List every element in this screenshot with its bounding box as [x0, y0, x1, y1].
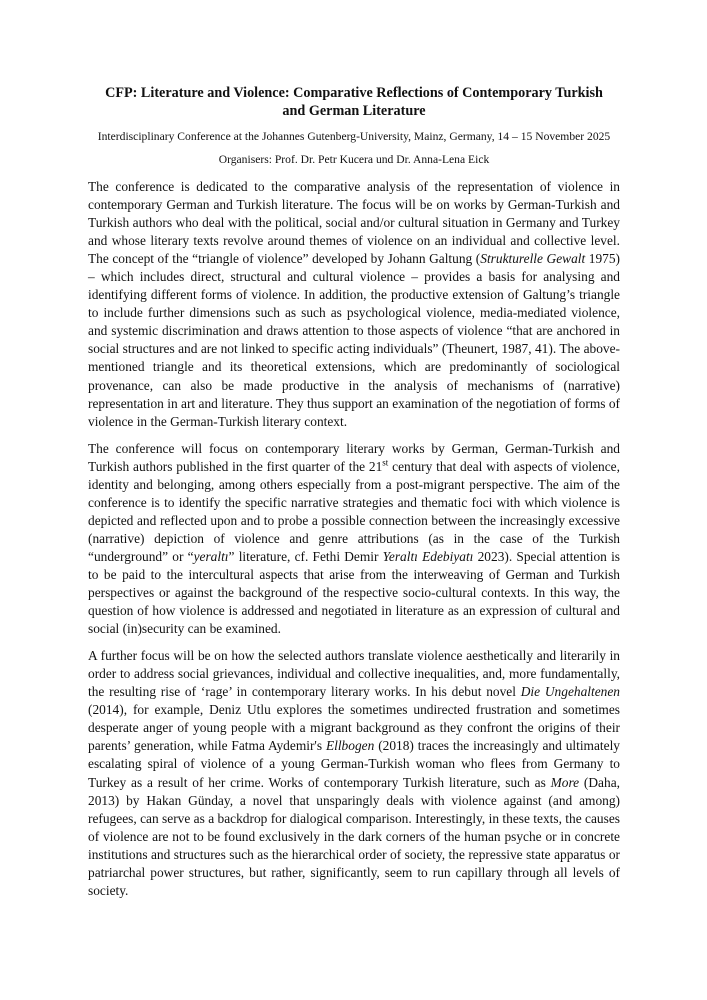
text-run: The conference is dedicated to the comparative analysis of the representation of violence in contemporary German and Turkish literature. The focus will be on works by German-Turkish and Turkish authors who deal with the political, social and/or cultural situation in Germany and Turkey and whose literary texts revolve around themes of violence on an individual and collective level. The concept of the “triangle of violence” developed by Johann Galtung (	[88, 179, 620, 267]
text-run: century that deal with aspects of violence, identity and belonging, among others especially from a post-migrant perspective. The aim of the conference is to identify the specific narrative strategies and thematic foci with which violence is depicted and reflected upon and to probe a possible connection between the increasingly excessive (narrative) depiction of violence and genre attributions (as in the case of the Turkish “underground” or “	[88, 458, 620, 564]
text-run: (2014), for example, Deniz Utlu explores the sometimes undirected frustration and sometimes desperate anger of young people with a migrant background as they confront the origins of their parents’ generation, while Fatma Aydemir's	[88, 702, 620, 754]
text-run: A further focus will be on how the selected authors translate violence aesthetically and literarily in order to address social grievances, individual and collective inequalities, and, more fundamentally, the resulting rise of ‘rage’ in contemporary literary works. In his debut novel	[88, 648, 620, 700]
body-paragraph-3	[88, 647, 620, 900]
text-run: (2018) traces the increasingly and ultimately escalating spiral of violence of a young German-Turkish woman who flees from Germany to Turkey as a result of her crime. Works of contemporary Turkish literature, such as	[88, 738, 620, 790]
text-run: (Daha, 2013) by Hakan Günday, a novel that unsparingly deals with violence against (and among) refugees, can serve as a backdrop for dialogical comparison. Interestingly, in these texts, the causes of violence are not to be found exclusively in the dark corners of the human psyche or in concrete institutions and structures such as the hierarchical order of society, the repressive state apparatus or patriarchal power structures, but rather, significantly, seem to run capillary through all levels of society.	[88, 774, 620, 898]
text-run: The conference will focus on contemporary literary works by German, German-Turkish and Turkish authors published in the first quarter of the 21	[88, 440, 620, 474]
italic-title: Die Ungehaltenen	[520, 684, 621, 700]
document-title: CFP: Literature and Violence: Comparative Reflections of Contemporary Turkish and German Literature	[105, 85, 603, 119]
italic-title: Yeraltı Edebiyatı	[382, 548, 474, 564]
text-run: 2023). Special attention is to be paid to the intercultural aspects that arise from the interweaving of German and Turkish perspectives or against the background of the respective socio-cultural contexts. In this way, the question of how violence is addressed and negotiated in literature as an expression of cultural and social (in)security can be examined.	[88, 548, 620, 637]
body-paragraph-2	[88, 440, 620, 639]
italic-title: Strukturelle Gewalt	[480, 251, 586, 267]
superscript: st	[382, 457, 389, 468]
italic-title: yeraltı	[193, 548, 229, 564]
italic-title: Ellbogen	[325, 738, 375, 754]
organisers-line: Organisers: Prof. Dr. Petr Kucera und Dr. Anna-Lena Eick	[218, 153, 490, 166]
text-run: ” literature, cf. Fethi Demir	[228, 548, 383, 564]
italic-title: More	[550, 774, 580, 790]
conference-details: Interdisciplinary Conference at the Johannes Gutenberg-University, Mainz, Germany, 14 – 15 November 2025	[97, 130, 611, 143]
body-paragraph-1	[88, 178, 620, 431]
text-run: 1975) – which includes direct, structural and cultural violence – provides a basis for analysing and identifying different forms of violence. In addition, the productive extension of Galtung’s triangle to include further dimensions such as such as psychological violence, media-mediated violence, and systemic discrimination and draws attention to those aspects of violence “that are anchored in social structures and are not linked to specific acting individuals” (Theunert, 1987, 41). The above-mentioned triangle and its theoretical extensions, which are predominantly of sociological provenance, can also be made productive in the analysis of mechanisms of (narrative) representation in art and literature. They thus support an examination of the negotiation of forms of violence in the German-Turkish literary context.	[88, 251, 620, 429]
